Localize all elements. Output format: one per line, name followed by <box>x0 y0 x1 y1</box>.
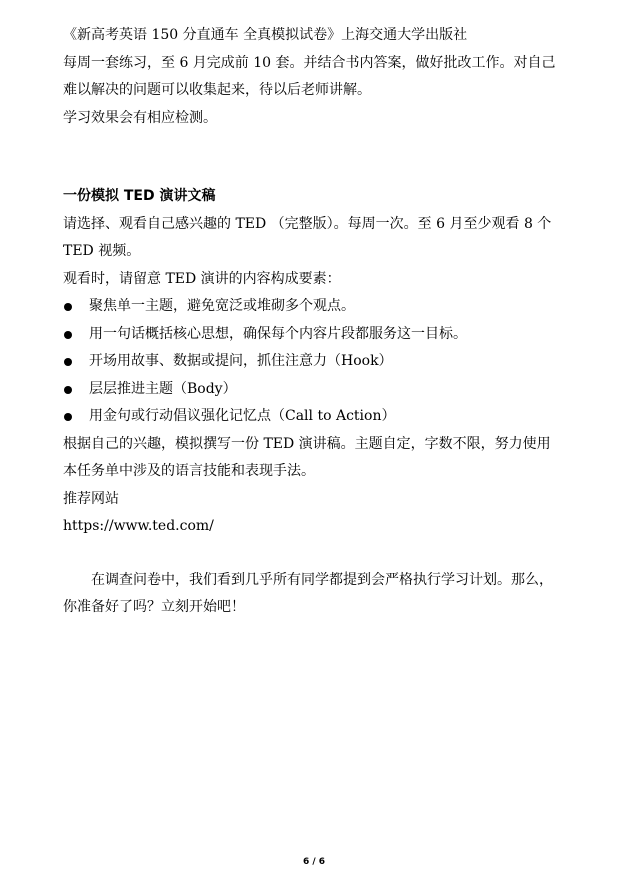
ted-notice: 观看时，请留意 TED 演讲的内容构成要素： <box>63 270 341 287</box>
bullet-icon <box>64 386 72 394</box>
bullet-icon <box>64 358 72 366</box>
list-item-text: 用一句话概括核心思想，确保每个内容片段都服务这一目标。 <box>89 325 467 342</box>
ted-instruction: 请选择、观看自己感兴趣的 TED （完整版）。每周一次。至 6 月至少观看 8 个 <box>63 215 552 232</box>
bullet-icon <box>64 413 72 421</box>
bullet-icon <box>64 303 72 311</box>
bullet-icon <box>64 331 72 339</box>
assessment-note: 学习效果会有相应检测。 <box>63 109 217 126</box>
list-item <box>63 321 563 349</box>
practice-instruction: 每周一套练习，至 6 月完成前 10 套。并结合书内答案，做好批改工作。对自己 <box>63 54 556 71</box>
list-item-text: 层层推进主题（Body） <box>89 380 237 397</box>
closing-paragraph: 在调查问卷中，我们看到几乎所有同学都提到会严格执行学习计划。那么， <box>91 571 553 588</box>
spacer <box>63 541 563 567</box>
ted-task-continued: 本任务单中涉及的语言技能和表现手法。 <box>63 463 315 479</box>
ted-task: 根据自己的兴趣，模拟撰写一份 TED 演讲稿。主题自定，字数不限，努力使用 <box>63 435 551 452</box>
list-item-text: 聚焦单一主题，避免宽泛或堆砌多个观点。 <box>89 298 355 314</box>
book-reference: 《新高考英语 150 分直通车 全真模拟试卷》上海交通大学出版社 <box>63 27 468 43</box>
practice-instruction-continued: 难以解决的问题可以收集起来，待以后老师讲解。 <box>63 82 371 98</box>
list-item <box>63 376 563 404</box>
ted-instruction-continued: TED 视频。 <box>63 243 141 259</box>
list-item <box>63 293 563 321</box>
list-item <box>63 403 563 431</box>
page-content <box>63 22 563 622</box>
ted-elements-list <box>63 293 563 431</box>
list-item <box>63 348 563 376</box>
recommend-label: 推荐网站 <box>63 490 119 507</box>
list-item-text: 开场用故事、数据或提问，抓住注意力（Hook） <box>89 353 393 369</box>
ted-website-link[interactable]: https://www.ted.com/ <box>63 518 214 534</box>
spacer <box>63 132 563 183</box>
closing-paragraph-continued: 你准备好了吗？立刻开始吧！ <box>63 599 245 615</box>
section-heading-ted: 一份模拟 TED 演讲文稿 <box>63 188 216 204</box>
page-number: 6 / 6 <box>302 857 326 867</box>
list-item-text: 用金句或行动倡议强化记忆点（Call to Action） <box>89 408 396 424</box>
